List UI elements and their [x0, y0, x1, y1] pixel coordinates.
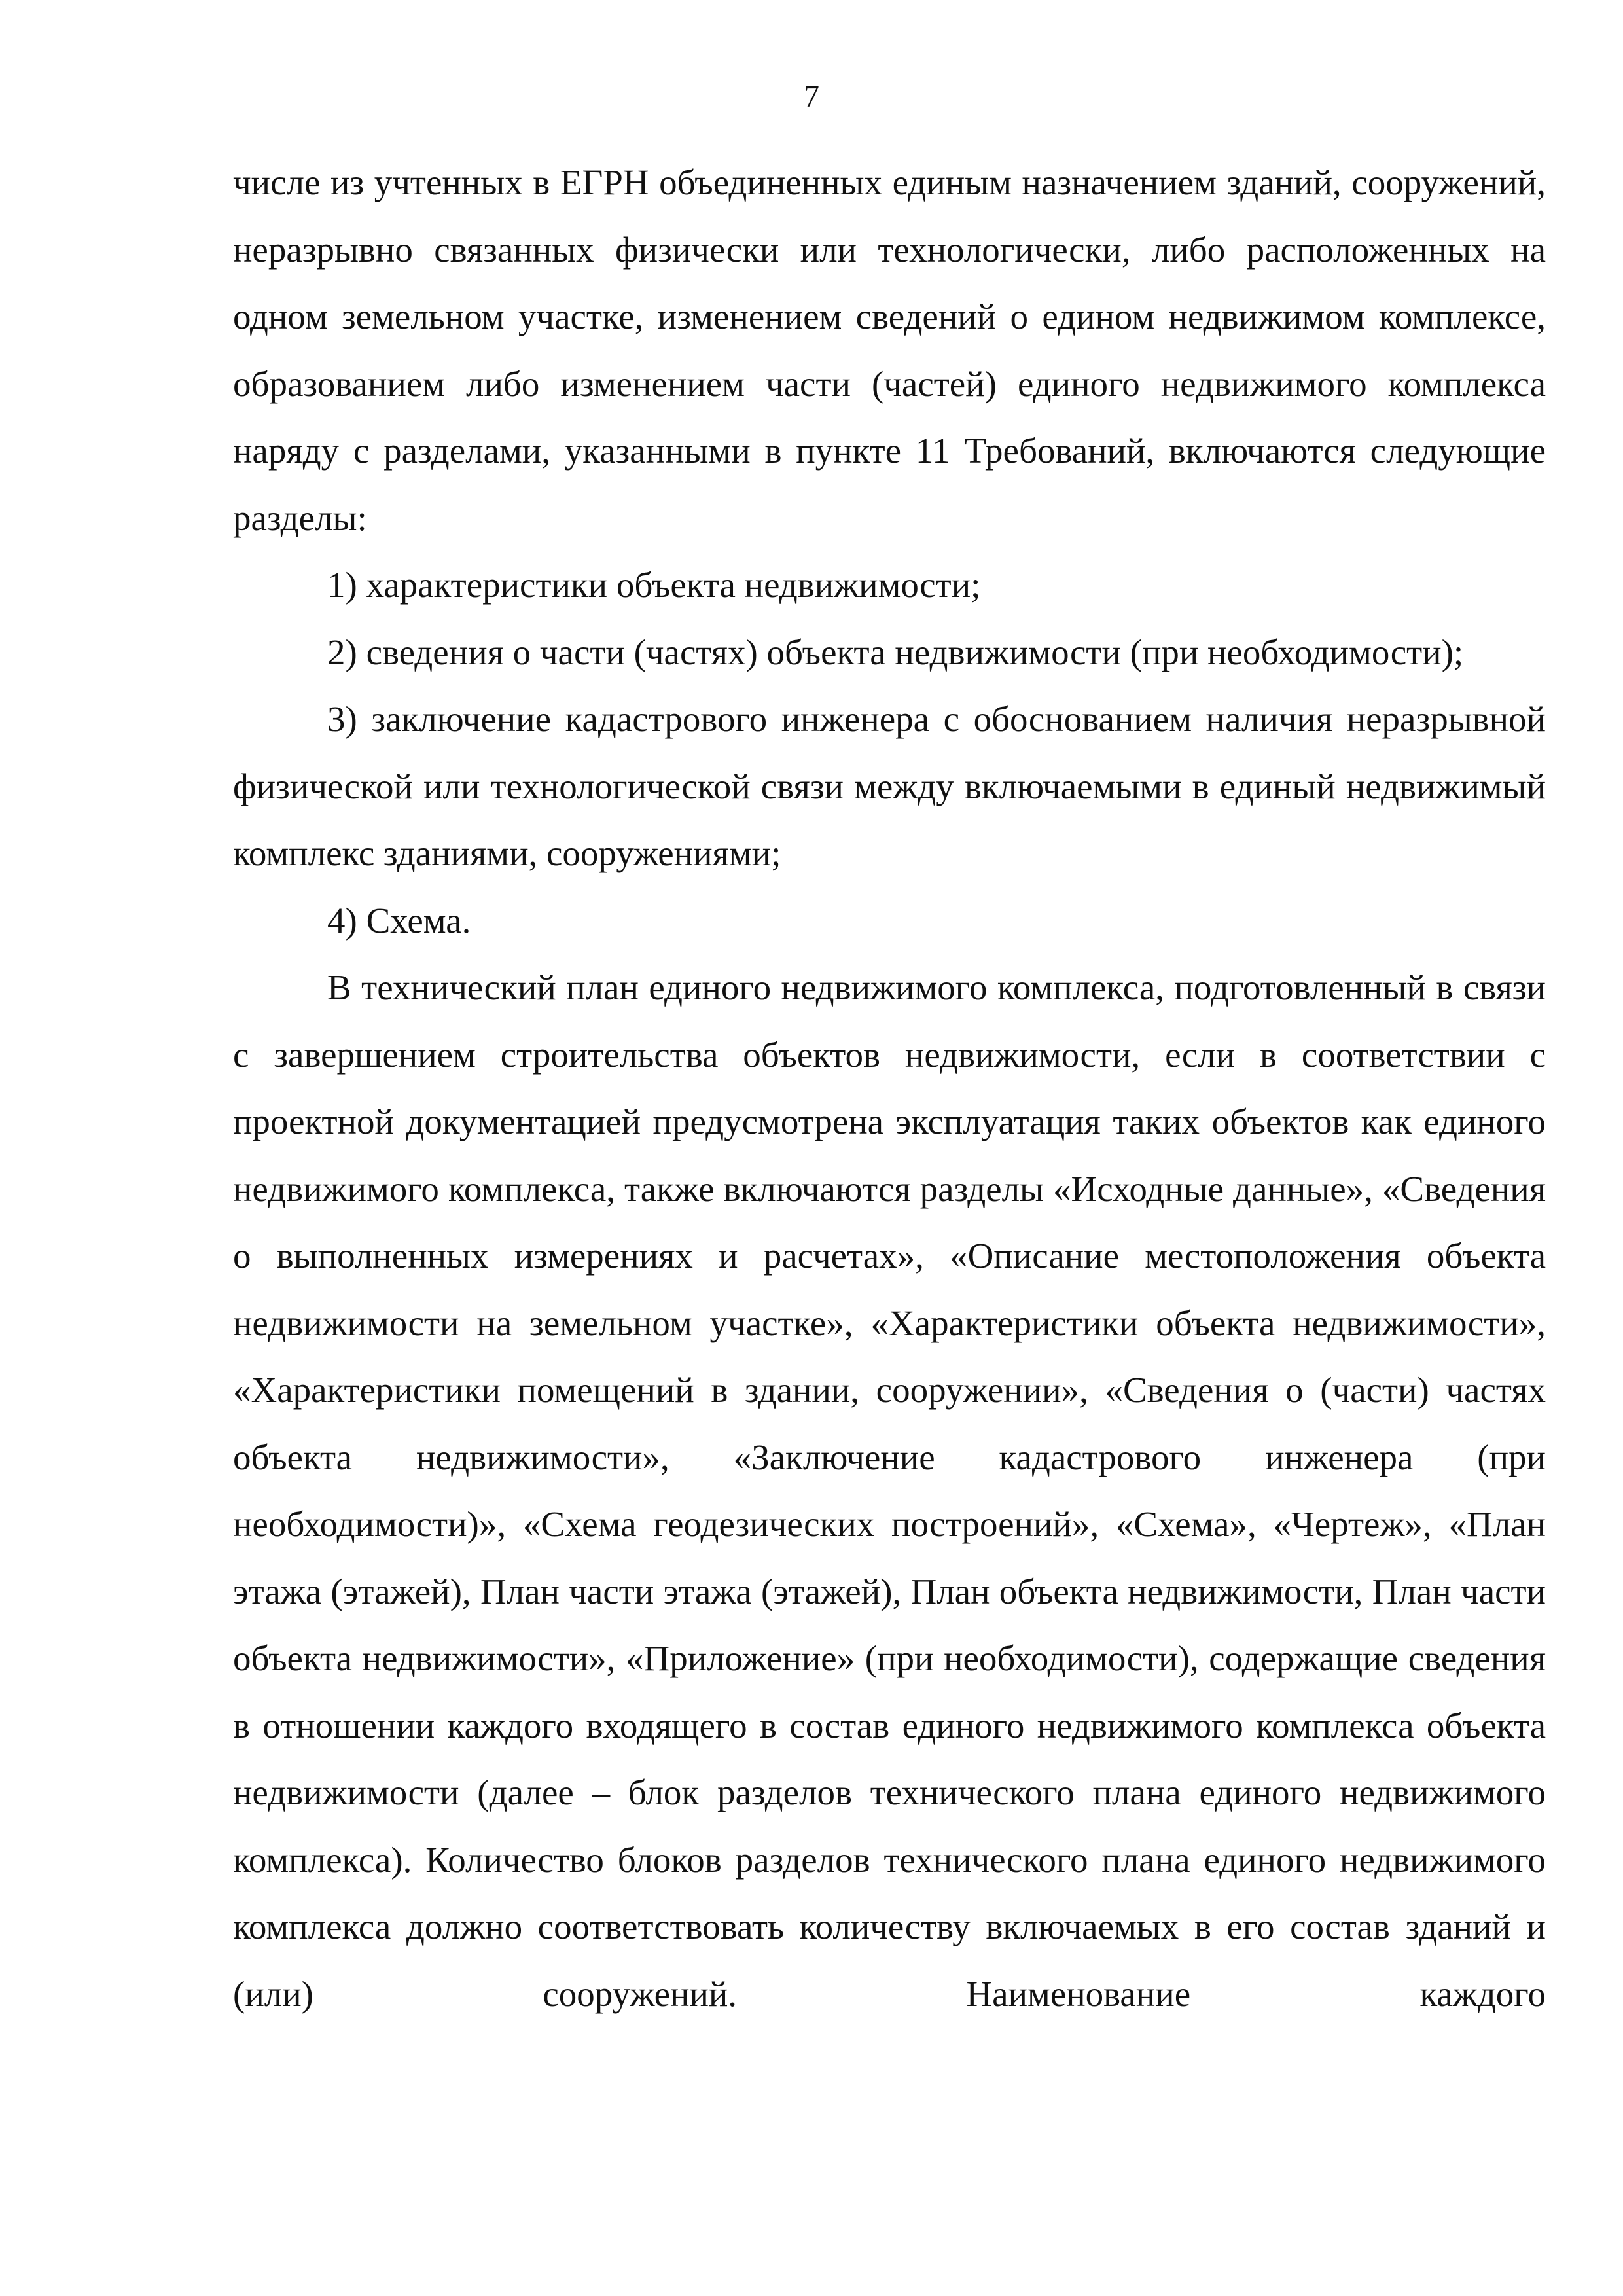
paragraph-continuation: числе из учтенных в ЕГРН объединенных единым назначением зданий, сооружений, неразрывно связанных физически или технологически, либо расположенных на одном земельном участке, изменением сведений о едином недвижимом комплексе, образованием либо изменением части (частей) единого недвижимого комплекса наряду с разделами, указанными в пункте 11 Требований, включаются следующие разделы: — [233, 162, 1546, 538]
list-item-2: 2) сведения о части (частях) объекта недвижимости (при необходимости); — [327, 632, 1464, 672]
page-number: 7 — [804, 79, 819, 114]
document-body — [233, 149, 1546, 2028]
list-item-4: 4) Схема. — [327, 900, 471, 941]
list-item-1: 1) характеристики объекта недвижимости; — [327, 565, 981, 605]
paragraph-technical-plan: В технический план единого недвижимого комплекса, подготовленный в связи с завершением строительства объектов недвижимости, если в соответствии с проектной документацией предусмотрена эксплуатация таких объектов как единого недвижимого комплекса, также включаются разделы «Исходные данные», «Сведения о выполненных измерениях и расчетах», «Описание местоположения объекта недвижимости на земельном участке», «Характеристики объекта недвижимости», «Характеристики помещений в здании, сооружении», «Сведения о (части) частях объекта недвижимости», «Заключение кадастрового инженера (при необходимости)», «Схема геодезических построений», «Схема», «Чертеж», «План этажа (этажей), План части этажа (этажей), План объекта недвижимости, План части объекта недвижимости», «Приложение» (при необходимости), содержащие сведения в отношении каждого входящего в состав единого недвижимого комплекса объекта недвижимости (далее – блок разделов технического плана единого недвижимого комплекса). Количество блоков разделов технического плана единого недвижимого комплекса должно соответствовать количеству включаемых в его состав зданий и (или) сооружений. Наименование каждого — [233, 967, 1546, 2014]
list-item-3: 3) заключение кадастрового инженера с обоснованием наличия неразрывной физической или технологической связи между включаемыми в единый недвижимый комплекс зданиями, сооружениями; — [233, 699, 1546, 873]
